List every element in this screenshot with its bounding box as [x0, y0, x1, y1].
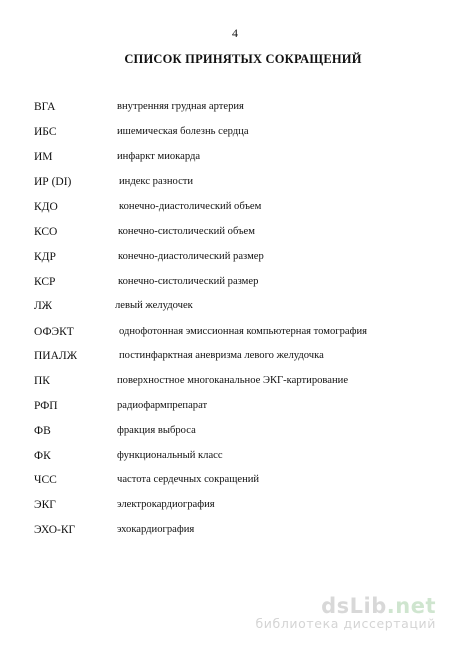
abbreviation: КДР [34, 251, 56, 263]
page-number: 4 [232, 26, 238, 40]
abbreviation-definition: конечно-систолический размер [118, 276, 259, 287]
abbreviation-definition: частота сердечных сокращений [117, 474, 260, 485]
abbreviation: ФК [34, 450, 51, 462]
abbreviation-definition: левый желудочек [115, 300, 193, 311]
abbreviation-definition: фракция выброса [117, 425, 196, 436]
abbreviation: ПК [34, 375, 50, 387]
watermark-logo-main: dsLib [321, 594, 387, 618]
abbreviation-definition: функциональный класс [117, 450, 223, 461]
abbreviation: ПИАЛЖ [34, 350, 78, 362]
abbreviation: ЧСС [34, 474, 57, 486]
abbreviation-definition: конечно-диастолический объем [119, 201, 262, 212]
abbreviation-definition: инфаркт миокарда [117, 151, 201, 162]
list-item [0, 201, 450, 219]
abbreviation: ЭХО-КГ [34, 524, 76, 536]
abbreviation-definition: радиофармпрепарат [117, 400, 208, 411]
abbreviation-definition: электрокардиография [117, 499, 215, 510]
list-item [0, 226, 450, 244]
abbreviation-definition: ишемическая болезнь сердца [117, 126, 249, 137]
list-item [0, 524, 450, 542]
abbreviation-definition: внутренняя грудная артерия [117, 101, 244, 112]
abbreviation: КДО [34, 201, 58, 213]
list-item [0, 474, 450, 492]
watermark-logo [256, 594, 437, 618]
list-item [0, 300, 450, 318]
abbreviation-definition: однофотонная эмиссионная компьютерная томография [119, 326, 368, 337]
abbreviation-definition: эхокардиография [117, 524, 195, 535]
abbreviation: ВГА [34, 101, 56, 113]
abbreviation: ИБС [34, 126, 57, 138]
abbreviation-definition: индекс разности [119, 176, 194, 187]
page-title: СПИСОК ПРИНЯТЫХ СОКРАЩЕНИЙ [124, 52, 362, 66]
list-item [0, 350, 450, 368]
abbreviation-definition: конечно-систолический объем [118, 226, 255, 237]
abbreviation: ИМ [34, 151, 53, 163]
list-item [0, 450, 450, 468]
watermark-caption: библиотека диссертаций [255, 616, 436, 631]
abbreviation: ФВ [34, 425, 51, 437]
abbreviation: ОФЭКТ [34, 326, 74, 338]
list-item [0, 375, 450, 393]
abbreviation: ИР (DI) [34, 176, 72, 188]
list-item [0, 425, 450, 443]
site-watermark [256, 594, 437, 631]
list-item [0, 499, 450, 517]
list-item [0, 251, 450, 269]
abbreviation: КСО [34, 226, 58, 238]
list-item [0, 400, 450, 418]
abbreviation: РФП [34, 400, 58, 412]
watermark-logo-accent: .net [386, 594, 436, 618]
list-item [0, 276, 450, 294]
list-item [0, 151, 450, 169]
abbreviation-definition: конечно-диастолический размер [118, 251, 264, 262]
abbreviation: ЭКГ [34, 499, 56, 511]
abbreviation-definition: поверхностное многоканальное ЭКГ-картирование [117, 375, 349, 386]
list-item [0, 176, 450, 194]
list-item [0, 326, 450, 344]
abbreviation: ЛЖ [34, 300, 53, 312]
abbreviation: КСР [34, 276, 56, 288]
list-item [0, 126, 450, 144]
list-item [0, 101, 450, 119]
abbreviation-definition: постинфарктная аневризма левого желудочка [119, 350, 324, 361]
